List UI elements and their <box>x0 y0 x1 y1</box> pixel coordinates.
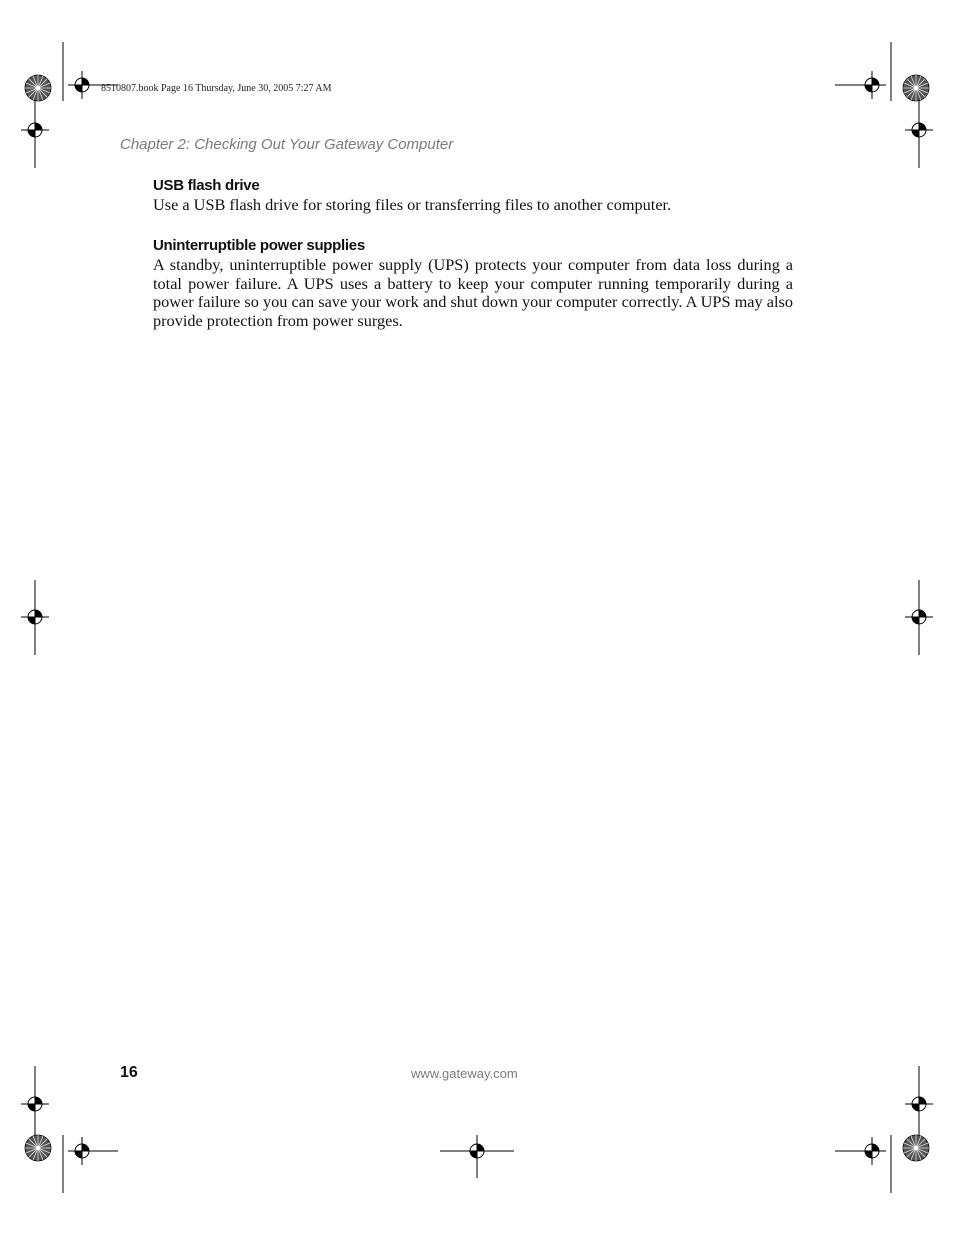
section-heading: Uninterruptible power supplies <box>153 236 365 254</box>
section-heading: USB flash drive <box>153 177 260 194</box>
footer-url: www.gateway.com <box>411 1066 518 1081</box>
section-ups <box>153 236 793 331</box>
section-paragraph: A standby, uninterruptible power supply (UPS) protects your computer from data loss during a total power failure. A UPS uses a battery to keep your computer running temporarily during a power failure so you can save your work and shut down your computer correctly. A UPS may also provide protection from power surges. <box>153 254 793 331</box>
section-usb-flash-drive <box>153 176 793 215</box>
running-head: Chapter 2: Checking Out Your Gateway Computer <box>120 136 454 153</box>
page-number: 16 <box>120 1064 138 1081</box>
section-paragraph: Use a USB flash drive for storing files or transferring files to another computer. <box>153 195 672 214</box>
page-body <box>153 176 793 331</box>
print-slug: 8510807.book Page 16 Thursday, June 30, 2005 7:27 AM <box>101 83 332 94</box>
